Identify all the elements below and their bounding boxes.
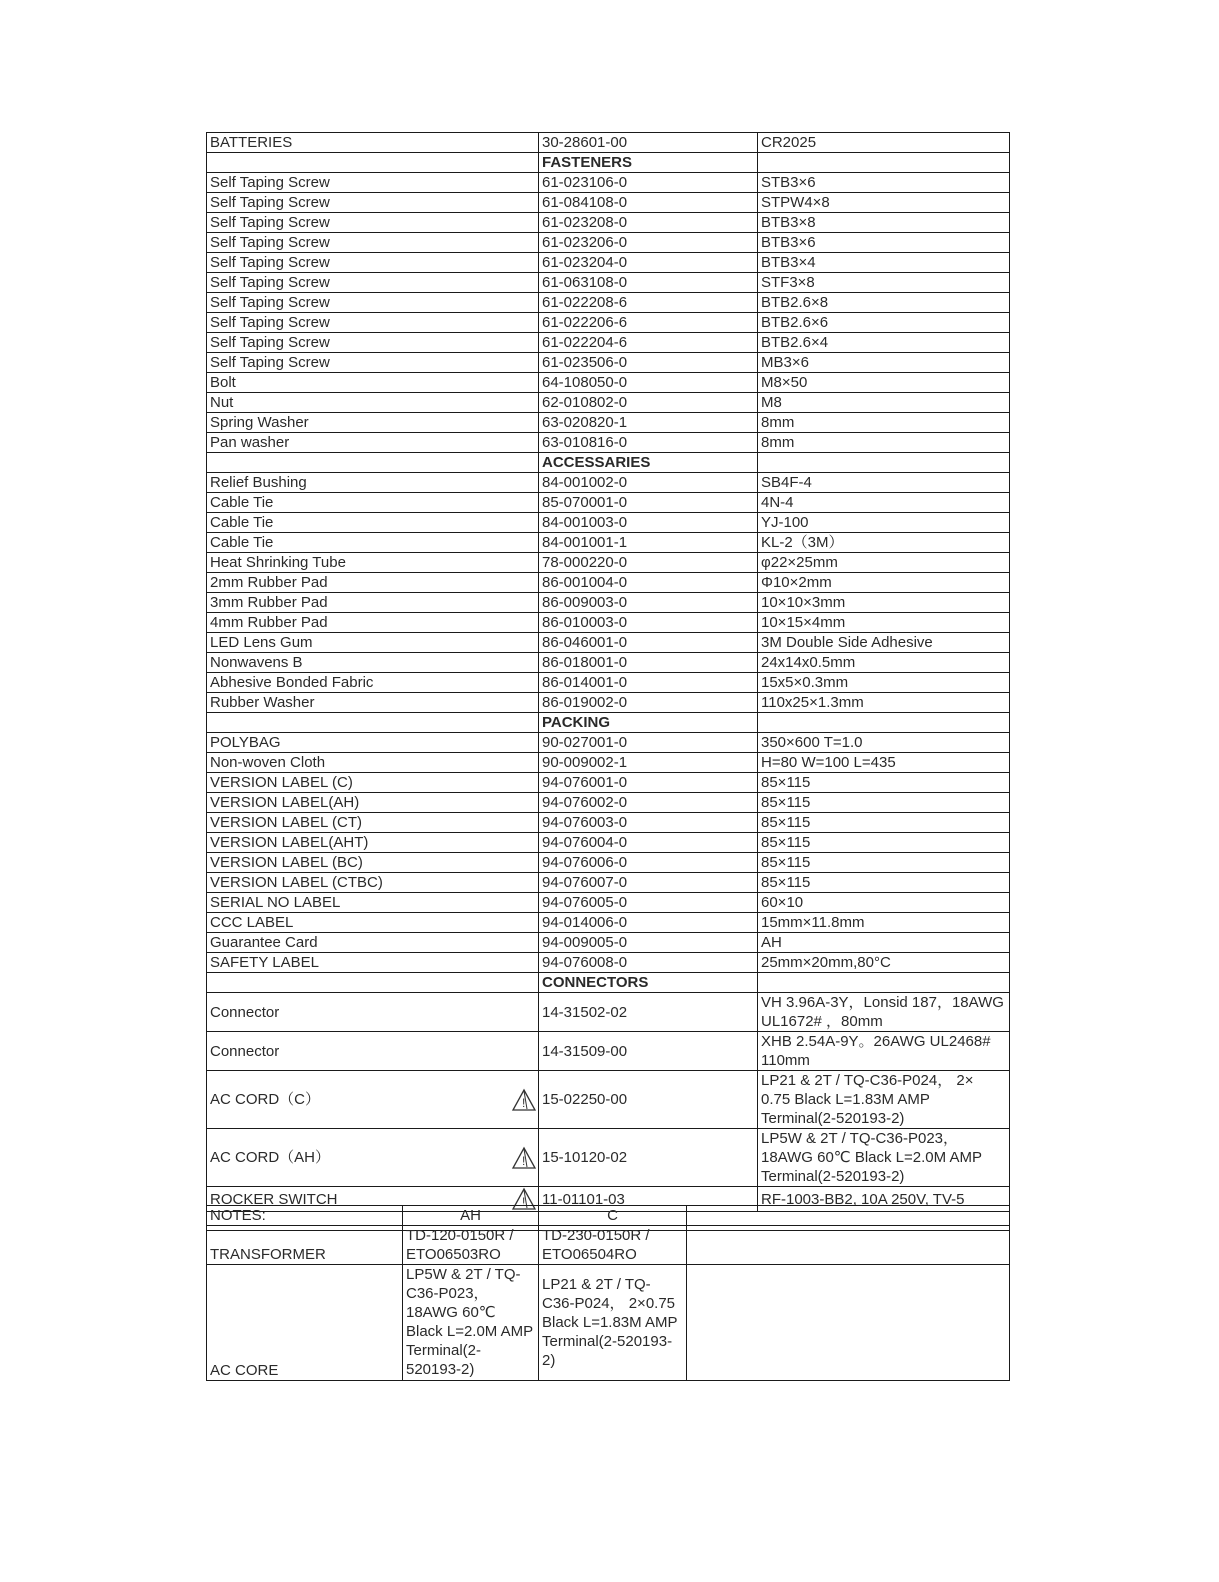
part-number-cell <box>539 313 758 333</box>
part-number: 15-02250-00 <box>542 1091 628 1108</box>
part-number: 94-076002-0 <box>542 794 628 811</box>
part-row <box>207 553 1010 573</box>
ac-core-c: LP21 & 2T / TQ-C36-P024， 2×0.75 Black L=1.83M AMP Terminal(2-520193-2) <box>539 1265 687 1381</box>
part-name: Cable Tie <box>207 533 539 553</box>
notes-empty-cell <box>687 1265 1010 1381</box>
part-number-cell <box>539 413 758 433</box>
part-row <box>207 673 1010 693</box>
part-row <box>207 1032 1010 1071</box>
part-number-cell <box>539 533 758 553</box>
part-name: Abhesive Bonded Fabric <box>207 673 539 693</box>
part-number: 86-046001-0 <box>542 634 628 651</box>
part-number: 85-070001-0 <box>542 494 628 511</box>
empty-cell <box>207 153 539 173</box>
part-number-cell <box>539 773 758 793</box>
part-number: 61-022208-6 <box>542 294 628 311</box>
section-header-row <box>207 453 1010 473</box>
part-name: Connector <box>207 1032 539 1071</box>
part-row <box>207 253 1010 273</box>
part-name: 2mm Rubber Pad <box>207 573 539 593</box>
part-number-cell <box>539 953 758 973</box>
section-title: FASTENERS <box>539 153 758 173</box>
part-number-cell <box>522 1129 758 1187</box>
part-row <box>207 813 1010 833</box>
part-number: 94-009005-0 <box>542 934 628 951</box>
part-number-cell <box>539 133 758 153</box>
part-number: 94-014006-0 <box>542 914 628 931</box>
empty-cell <box>758 713 1010 733</box>
part-spec: BTB2.6×8 <box>758 293 1010 313</box>
part-row <box>207 573 1010 593</box>
part-number: 84-001001-1 <box>542 534 628 551</box>
part-number-cell <box>539 673 758 693</box>
part-spec: Φ10×2mm <box>758 573 1010 593</box>
part-name: CCC LABEL <box>207 913 539 933</box>
part-number-cell <box>539 573 758 593</box>
part-name: AC CORD（C） <box>207 1071 539 1129</box>
transformer-c: TD-230-0150R / ETO06504RO <box>539 1226 687 1265</box>
part-number-cell <box>539 633 758 653</box>
part-number-cell <box>539 193 758 213</box>
part-name: Self Taping Screw <box>207 213 539 233</box>
svg-text:!: ! <box>522 1153 526 1168</box>
part-name: Pan washer <box>207 433 539 453</box>
part-name: 4mm Rubber Pad <box>207 613 539 633</box>
part-name: Relief Bushing <box>207 473 539 493</box>
part-number-cell <box>539 693 758 713</box>
part-row <box>207 993 1010 1032</box>
part-spec: VH 3.96A-3Y，Lonsid 187，18AWG UL1672# ，80mm <box>758 993 1010 1032</box>
part-number-cell <box>539 933 758 953</box>
part-number: 90-027001-0 <box>542 734 628 751</box>
empty-cell <box>758 453 1010 473</box>
parts-list-table <box>206 132 1010 1231</box>
part-spec: 4N-4 <box>758 493 1010 513</box>
notes-col-ah: AH <box>403 1206 539 1226</box>
part-spec: SB4F-4 <box>758 473 1010 493</box>
part-name: Self Taping Screw <box>207 173 539 193</box>
ac-core-ah: LP5W & 2T / TQ-C36-P023，18AWG 60℃ Black L=2.0M AMP Terminal(2-520193-2) <box>403 1265 539 1381</box>
part-number-cell <box>539 333 758 353</box>
part-number-cell <box>539 993 758 1032</box>
part-spec: 85×115 <box>758 873 1010 893</box>
part-name: VERSION LABEL (CT) <box>207 813 539 833</box>
part-number-cell <box>539 293 758 313</box>
part-row <box>207 533 1010 553</box>
part-row <box>207 313 1010 333</box>
notes-table <box>206 1205 1010 1381</box>
part-number: 86-009003-0 <box>542 594 628 611</box>
section-title: ACCESSARIES <box>539 453 758 473</box>
part-name: Nonwavens B <box>207 653 539 673</box>
empty-cell <box>758 153 1010 173</box>
part-spec: 8mm <box>758 433 1010 453</box>
part-name: POLYBAG <box>207 733 539 753</box>
part-row <box>207 353 1010 373</box>
part-number-cell <box>539 913 758 933</box>
part-name: Connector <box>207 993 539 1032</box>
part-row <box>207 413 1010 433</box>
part-number: 64-108050-0 <box>542 374 628 391</box>
part-name: Nut <box>207 393 539 413</box>
part-spec: 24x14x0.5mm <box>758 653 1010 673</box>
part-row <box>207 213 1010 233</box>
part-spec: RF-1003-BB2, 10A 250V, TV-5 <box>758 1187 1010 1212</box>
part-number-cell <box>539 513 758 533</box>
part-spec: 60×10 <box>758 893 1010 913</box>
part-spec: BTB3×6 <box>758 233 1010 253</box>
part-spec: LP21 & 2T / TQ-C36-P024， 2× 0.75 Black L=1.83M AMP Terminal(2-520193-2) <box>758 1071 1010 1129</box>
part-spec: 10×10×3mm <box>758 593 1010 613</box>
part-row <box>207 593 1010 613</box>
part-row <box>207 393 1010 413</box>
part-row <box>207 733 1010 753</box>
part-name: VERSION LABEL (C) <box>207 773 539 793</box>
part-spec: φ22×25mm <box>758 553 1010 573</box>
part-number-cell <box>539 613 758 633</box>
warning-triangle-icon <box>511 1088 537 1112</box>
part-number: 86-018001-0 <box>542 654 628 671</box>
part-number-cell <box>539 793 758 813</box>
part-row <box>207 913 1010 933</box>
part-row <box>207 773 1010 793</box>
part-row <box>207 193 1010 213</box>
part-row <box>207 1071 1010 1129</box>
part-name: BATTERIES <box>207 133 539 153</box>
part-number-cell <box>539 353 758 373</box>
part-number: 14-31509-00 <box>542 1042 628 1060</box>
part-number: 94-076007-0 <box>542 874 628 891</box>
svg-text:!: ! <box>522 1095 526 1110</box>
part-number-cell <box>539 253 758 273</box>
part-number-cell <box>539 753 758 773</box>
part-number: 61-022206-6 <box>542 314 628 331</box>
empty-cell <box>207 453 539 473</box>
part-number: 94-076008-0 <box>542 954 628 971</box>
part-number-cell <box>522 1071 758 1129</box>
part-number: 61-023208-0 <box>542 214 628 231</box>
part-number: 86-010003-0 <box>542 614 628 631</box>
part-spec: BTB2.6×4 <box>758 333 1010 353</box>
part-number-cell <box>539 733 758 753</box>
part-row <box>207 793 1010 813</box>
part-number-cell <box>539 873 758 893</box>
part-row <box>207 333 1010 353</box>
part-number: 61-023206-0 <box>542 234 628 251</box>
part-name: VERSION LABEL(AH) <box>207 793 539 813</box>
part-spec: STPW4×8 <box>758 193 1010 213</box>
part-row <box>207 893 1010 913</box>
part-name: SAFETY LABEL <box>207 953 539 973</box>
part-spec: 85×115 <box>758 773 1010 793</box>
part-spec: M8 <box>758 393 1010 413</box>
part-number-cell <box>539 653 758 673</box>
notes-header-row <box>207 1206 1010 1226</box>
part-number: 11-01101-03 <box>542 1190 625 1208</box>
part-spec: 85×115 <box>758 813 1010 833</box>
part-row <box>207 633 1010 653</box>
part-number: 63-020820-1 <box>542 414 628 431</box>
part-name: Guarantee Card <box>207 933 539 953</box>
part-row <box>207 233 1010 253</box>
part-number-cell <box>539 213 758 233</box>
part-number: 61-063108-0 <box>542 274 628 291</box>
part-number: 94-076003-0 <box>542 814 628 831</box>
part-spec: H=80 W=100 L=435 <box>758 753 1010 773</box>
part-number-cell <box>539 593 758 613</box>
part-spec: 25mm×20mm,80°C <box>758 953 1010 973</box>
part-name: LED Lens Gum <box>207 633 539 653</box>
part-number: 61-084108-0 <box>542 194 628 211</box>
part-row <box>207 873 1010 893</box>
notes-label: NOTES: <box>207 1206 403 1226</box>
notes-transformer-row <box>207 1226 1010 1265</box>
part-number: 94-076006-0 <box>542 854 628 871</box>
part-row <box>207 613 1010 633</box>
part-name: VERSION LABEL (BC) <box>207 853 539 873</box>
part-row <box>207 753 1010 773</box>
part-name: VERSION LABEL(AHT) <box>207 833 539 853</box>
part-spec: 3M Double Side Adhesive <box>758 633 1010 653</box>
part-number: 90-009002-1 <box>542 754 628 771</box>
part-row <box>207 833 1010 853</box>
part-number: 63-010816-0 <box>542 434 628 451</box>
part-number-cell <box>539 853 758 873</box>
part-spec: M8×50 <box>758 373 1010 393</box>
part-number-cell <box>539 433 758 453</box>
part-name: Self Taping Screw <box>207 293 539 313</box>
section-header-row <box>207 973 1010 993</box>
section-header-row <box>207 713 1010 733</box>
part-name: Spring Washer <box>207 413 539 433</box>
part-spec: 15x5×0.3mm <box>758 673 1010 693</box>
part-number: 61-022204-6 <box>542 334 628 351</box>
part-spec: STF3×8 <box>758 273 1010 293</box>
part-number: 86-019002-0 <box>542 694 628 711</box>
part-number-cell <box>539 373 758 393</box>
part-name: 3mm Rubber Pad <box>207 593 539 613</box>
part-row <box>207 653 1010 673</box>
part-row <box>207 933 1010 953</box>
part-number: 61-023106-0 <box>542 174 628 191</box>
section-title: CONNECTORS <box>539 973 758 993</box>
empty-cell <box>758 973 1010 993</box>
part-name: Self Taping Screw <box>207 273 539 293</box>
part-name: Rubber Washer <box>207 693 539 713</box>
part-row <box>207 173 1010 193</box>
part-row <box>207 513 1010 533</box>
part-name: Bolt <box>207 373 539 393</box>
part-row <box>207 273 1010 293</box>
warning-triangle-icon <box>511 1146 537 1170</box>
part-spec: BTB3×4 <box>758 253 1010 273</box>
part-number: 94-076005-0 <box>542 894 628 911</box>
part-number-cell <box>539 493 758 513</box>
part-name: Heat Shrinking Tube <box>207 553 539 573</box>
part-name: Cable Tie <box>207 493 539 513</box>
part-row <box>207 953 1010 973</box>
part-number-cell <box>539 893 758 913</box>
notes-empty-cell <box>687 1226 1010 1265</box>
part-number: 84-001003-0 <box>542 514 628 531</box>
part-number: 86-014001-0 <box>542 674 628 691</box>
part-number-cell <box>539 813 758 833</box>
part-name: SERIAL NO LABEL <box>207 893 539 913</box>
notes-empty-cell <box>687 1206 1010 1226</box>
part-spec: MB3×6 <box>758 353 1010 373</box>
part-name: Self Taping Screw <box>207 253 539 273</box>
part-number-cell <box>539 273 758 293</box>
part-number: 94-076004-0 <box>542 834 628 851</box>
transformer-ah: TD-120-0150R / ETO06503RO <box>403 1226 539 1265</box>
part-name: Self Taping Screw <box>207 353 539 373</box>
part-number-cell <box>539 233 758 253</box>
part-number-cell <box>539 833 758 853</box>
part-spec: YJ-100 <box>758 513 1010 533</box>
part-number: 94-076001-0 <box>542 774 628 791</box>
part-row <box>207 853 1010 873</box>
part-spec: 15mm×11.8mm <box>758 913 1010 933</box>
part-name: ROCKER SWITCH <box>207 1187 539 1212</box>
part-row <box>207 293 1010 313</box>
part-name: Self Taping Screw <box>207 233 539 253</box>
part-spec: BTB2.6×6 <box>758 313 1010 333</box>
part-number-cell <box>539 473 758 493</box>
parts-list-body <box>207 133 1010 1231</box>
part-number-cell <box>539 1032 758 1071</box>
part-row <box>207 1129 1010 1187</box>
part-number: 86-001004-0 <box>542 574 628 591</box>
section-title: PACKING <box>539 713 758 733</box>
part-row <box>207 493 1010 513</box>
part-name: VERSION LABEL (CTBC) <box>207 873 539 893</box>
part-name: Cable Tie <box>207 513 539 533</box>
part-number-cell <box>539 553 758 573</box>
part-spec: 8mm <box>758 413 1010 433</box>
part-spec: 85×115 <box>758 853 1010 873</box>
part-spec: 350×600 T=1.0 <box>758 733 1010 753</box>
part-number: 84-001002-0 <box>542 474 628 491</box>
empty-cell <box>207 713 539 733</box>
part-number-cell <box>539 173 758 193</box>
section-header-row <box>207 153 1010 173</box>
part-spec: 85×115 <box>758 793 1010 813</box>
part-number-cell <box>539 393 758 413</box>
part-number: 62-010802-0 <box>542 394 628 411</box>
part-row <box>207 133 1010 153</box>
part-name: AC CORD（AH） <box>207 1129 539 1187</box>
part-spec: BTB3×8 <box>758 213 1010 233</box>
part-spec: XHB 2.54A-9Y。26AWG UL2468# 110mm <box>758 1032 1010 1071</box>
notes-col-c: C <box>539 1206 687 1226</box>
part-spec: AH <box>758 933 1010 953</box>
ac-core-label: AC CORE <box>207 1265 403 1381</box>
part-number: 15-10120-02 <box>542 1149 628 1166</box>
part-number: 61-023204-0 <box>542 254 628 271</box>
part-spec: 85×115 <box>758 833 1010 853</box>
part-spec: 110x25×1.3mm <box>758 693 1010 713</box>
part-name: Non-woven Cloth <box>207 753 539 773</box>
part-row <box>207 473 1010 493</box>
svg-text:!: ! <box>522 1195 526 1209</box>
part-name: Self Taping Screw <box>207 333 539 353</box>
part-number: 61-023506-0 <box>542 354 628 371</box>
part-spec: KL-2（3M） <box>758 533 1010 553</box>
empty-cell <box>207 973 539 993</box>
part-row <box>207 693 1010 713</box>
part-spec: CR2025 <box>758 133 1010 153</box>
part-name: Self Taping Screw <box>207 313 539 333</box>
transformer-label: TRANSFORMER <box>207 1226 403 1265</box>
part-spec: 10×15×4mm <box>758 613 1010 633</box>
part-number: 14-31502-02 <box>542 1003 628 1021</box>
part-row <box>207 433 1010 453</box>
part-number: 78-000220-0 <box>542 554 628 571</box>
part-spec: STB3×6 <box>758 173 1010 193</box>
part-name: Self Taping Screw <box>207 193 539 213</box>
notes-ac-core-row <box>207 1265 1010 1381</box>
part-row <box>207 373 1010 393</box>
part-spec: LP5W & 2T / TQ-C36-P023，18AWG 60℃ Black L=2.0M AMP Terminal(2-520193-2) <box>758 1129 1010 1187</box>
part-number: 30-28601-00 <box>542 134 628 151</box>
